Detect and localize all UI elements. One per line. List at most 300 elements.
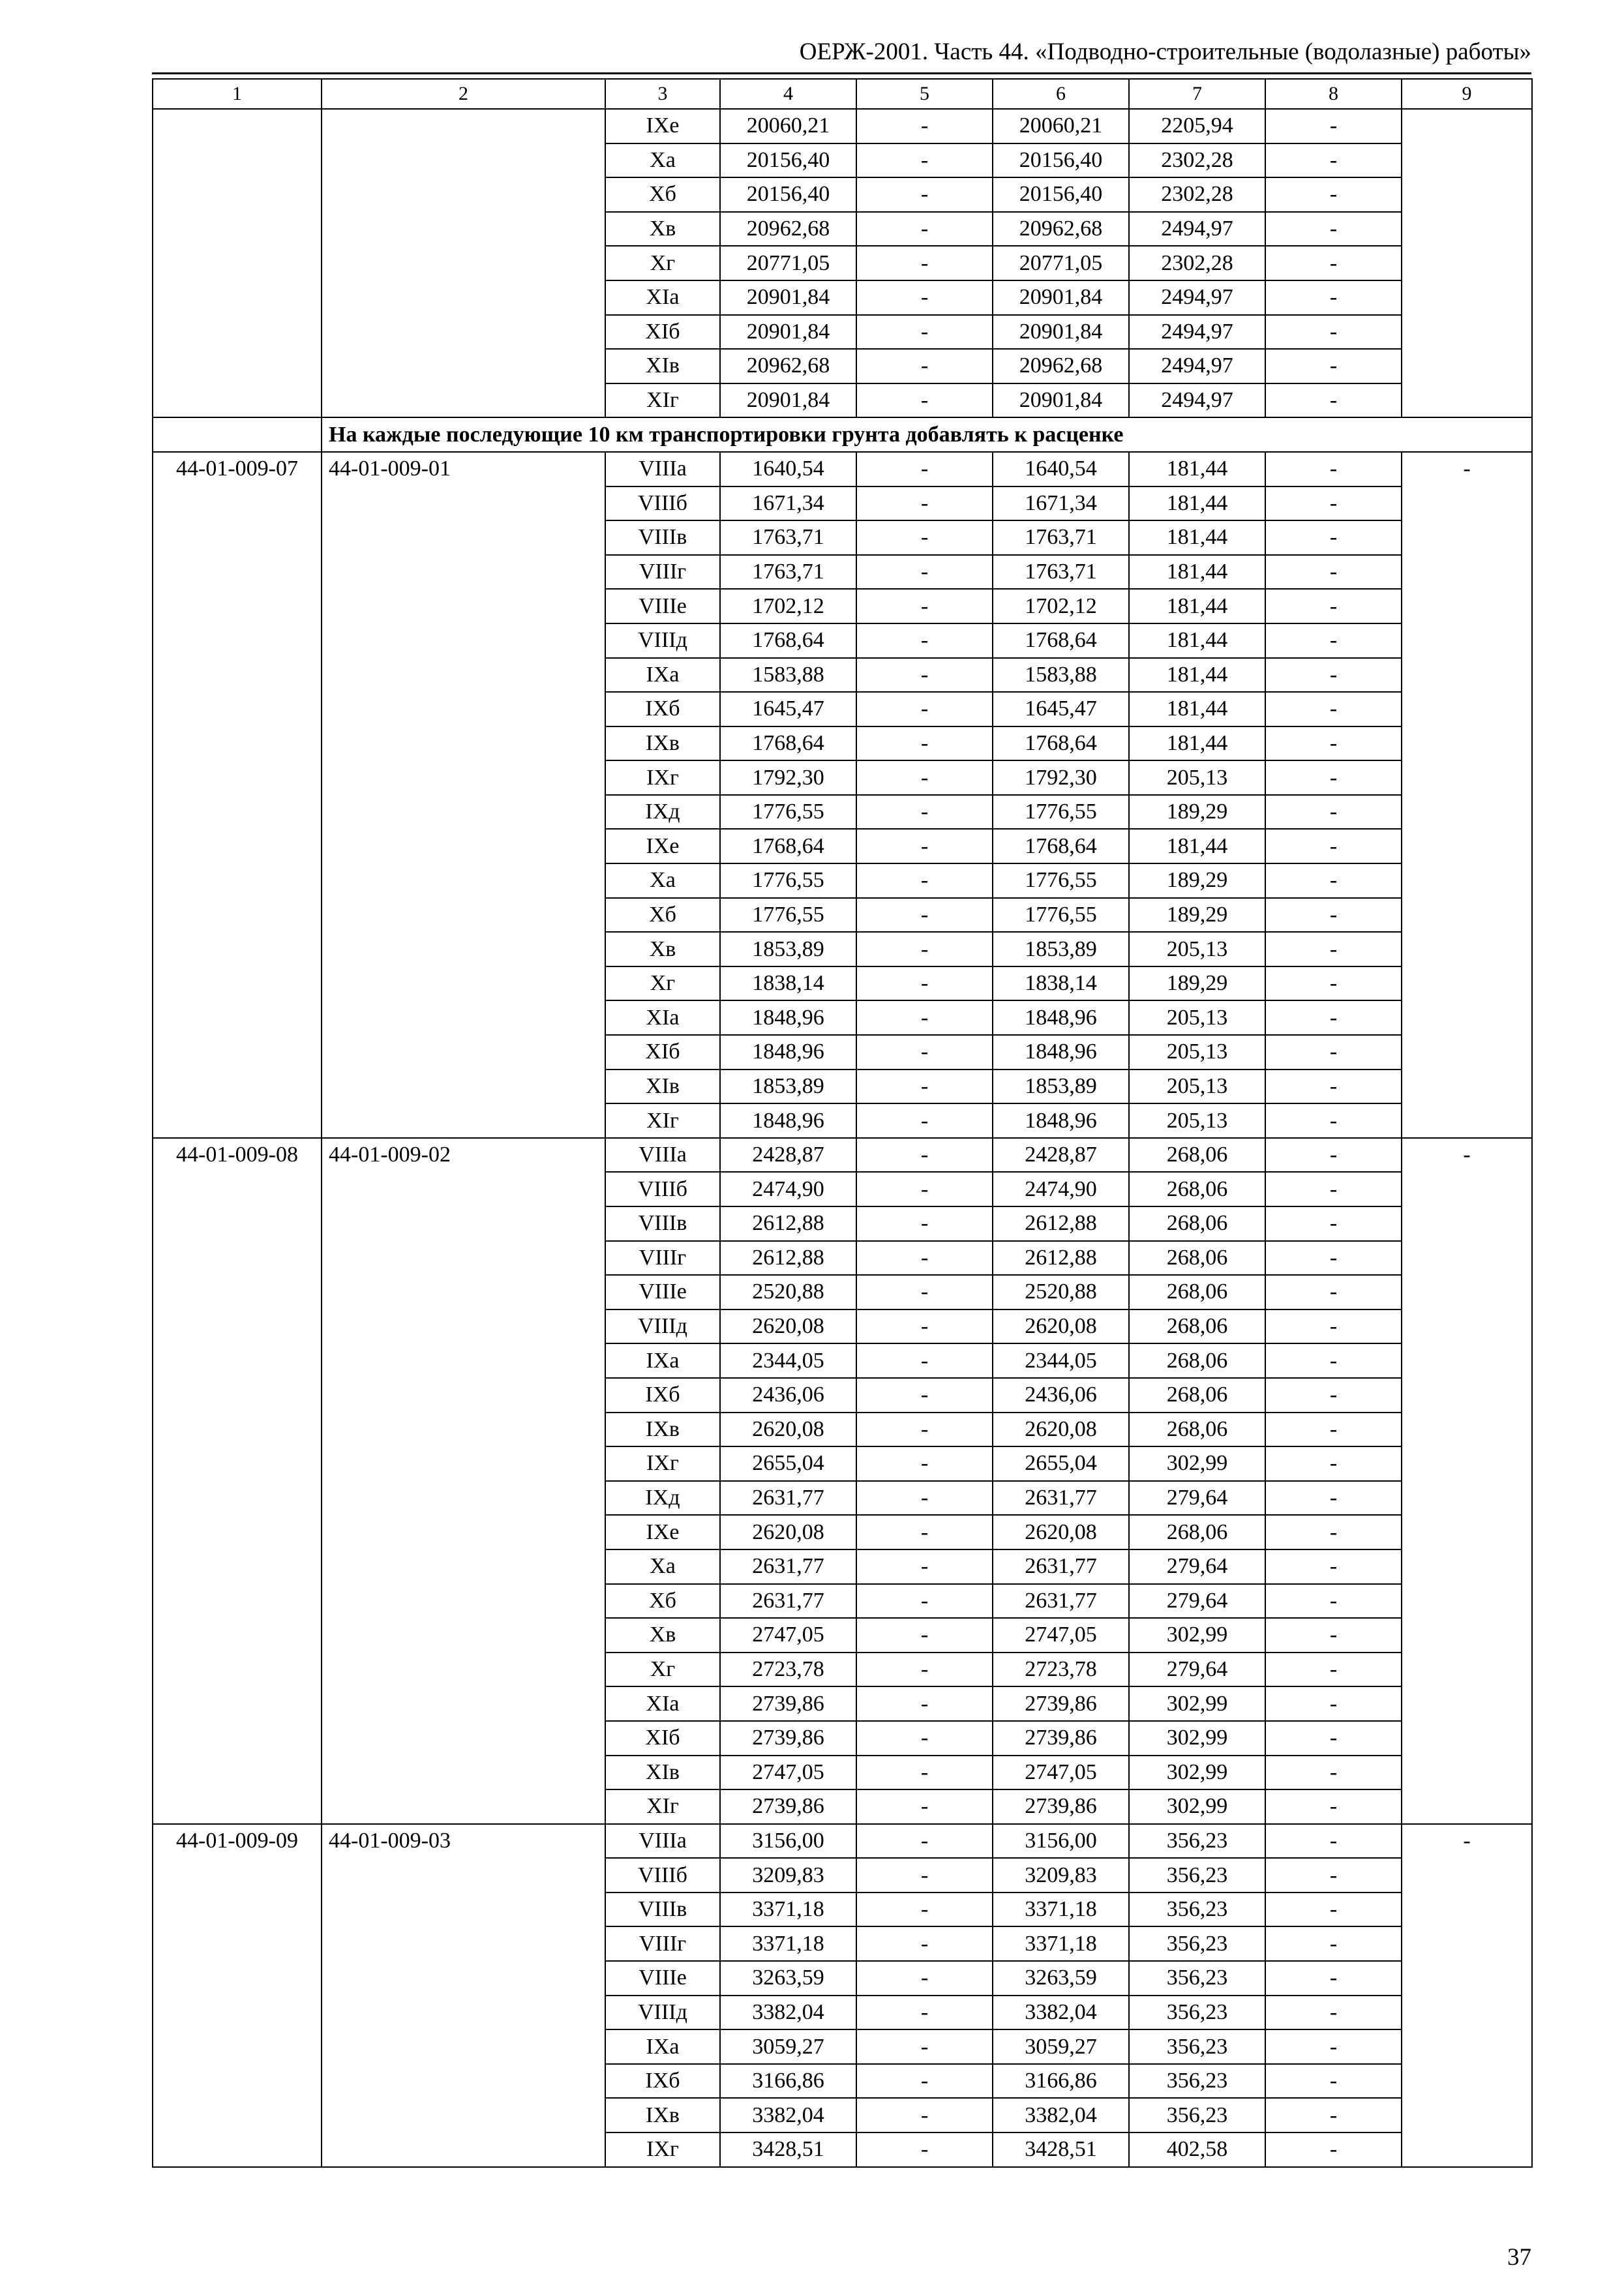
column-number: 3 <box>605 79 720 109</box>
operators-wage-cell: 2494,97 <box>1129 383 1265 418</box>
soil-category-cell: IXe <box>605 109 720 143</box>
total-cost-cell: 3428,51 <box>720 2132 856 2167</box>
header-divider <box>152 72 1531 74</box>
materials-cost-cell: - <box>1265 1926 1402 1961</box>
total-cost-cell: 2612,88 <box>720 1206 856 1241</box>
machine-cost-cell: 20156,40 <box>993 143 1129 178</box>
soil-category-cell: VIIIa <box>605 452 720 486</box>
operators-wage-cell: 2205,94 <box>1129 109 1265 143</box>
workers-wage-cell: - <box>856 2132 993 2167</box>
total-cost-cell: 1776,55 <box>720 795 856 830</box>
soil-category-cell: XIв <box>605 1070 720 1104</box>
materials-cost-cell: - <box>1265 2132 1402 2167</box>
machine-cost-cell: 3371,18 <box>993 1893 1129 1927</box>
rate-code: 44-01-009-09 <box>153 1824 322 2167</box>
materials-cost-cell: - <box>1265 1618 1402 1653</box>
materials-cost-cell: - <box>1265 1138 1402 1173</box>
column-number: 5 <box>856 79 993 109</box>
workers-wage-cell: - <box>856 1070 993 1104</box>
machine-cost-cell: 1671,34 <box>993 486 1129 521</box>
machine-cost-cell: 20901,84 <box>993 383 1129 418</box>
materials-cost-cell: - <box>1265 829 1402 863</box>
machine-cost-cell: 20156,40 <box>993 177 1129 212</box>
operators-wage-cell: 189,29 <box>1129 795 1265 830</box>
soil-category-cell: VIIIв <box>605 1206 720 1241</box>
price-table-body <box>153 79 1532 2167</box>
materials-cost-cell: - <box>1265 1686 1402 1721</box>
column-number: 7 <box>1129 79 1265 109</box>
materials-cost-cell: - <box>1265 692 1402 726</box>
operators-wage-cell: 205,13 <box>1129 760 1265 795</box>
materials-cost-cell: - <box>1265 1446 1402 1481</box>
operators-wage-cell: 356,23 <box>1129 2029 1265 2064</box>
workers-wage-cell: - <box>856 1893 993 1927</box>
materials-cost-cell: - <box>1265 1515 1402 1549</box>
total-cost-cell: 2655,04 <box>720 1446 856 1481</box>
operators-wage-cell: 302,99 <box>1129 1618 1265 1653</box>
operators-wage-cell: 181,44 <box>1129 726 1265 761</box>
machine-cost-cell: 1645,47 <box>993 692 1129 726</box>
total-cost-cell: 2620,08 <box>720 1515 856 1549</box>
soil-category-cell: IXв <box>605 2098 720 2132</box>
materials-cost-cell: - <box>1265 589 1402 623</box>
table-row <box>153 452 1532 486</box>
column-number-row <box>153 79 1532 109</box>
soil-category-cell: IXб <box>605 1378 720 1413</box>
soil-category-cell: XIa <box>605 1000 720 1035</box>
total-cost-cell: 20156,40 <box>720 177 856 212</box>
total-cost-cell: 2620,08 <box>720 1413 856 1447</box>
machine-cost-cell: 1853,89 <box>993 1070 1129 1104</box>
total-cost-cell: 2612,88 <box>720 1241 856 1276</box>
materials-cost-cell: - <box>1265 1172 1402 1206</box>
workers-wage-cell: - <box>856 1926 993 1961</box>
operators-wage-cell: 268,06 <box>1129 1241 1265 1276</box>
operators-wage-cell: 181,44 <box>1129 452 1265 486</box>
machine-cost-cell: 3263,59 <box>993 1961 1129 1996</box>
workers-wage-cell: - <box>856 1721 993 1756</box>
base-rate-code: 44-01-009-01 <box>322 452 605 1138</box>
materials-cost-cell: - <box>1265 2029 1402 2064</box>
machine-cost-cell: 2631,77 <box>993 1584 1129 1619</box>
total-cost-cell: 2739,86 <box>720 1721 856 1756</box>
workers-wage-cell: - <box>856 1138 993 1173</box>
total-cost-cell: 1583,88 <box>720 658 856 693</box>
soil-category-cell: IXд <box>605 1481 720 1516</box>
materials-cost-cell: - <box>1265 315 1402 350</box>
total-cost-cell: 20962,68 <box>720 349 856 383</box>
materials-cost-cell: - <box>1265 1481 1402 1516</box>
workers-wage-cell: - <box>856 1756 993 1790</box>
machine-cost-cell: 2474,90 <box>993 1172 1129 1206</box>
operators-wage-cell: 205,13 <box>1129 1035 1265 1070</box>
machine-cost-cell: 2631,77 <box>993 1549 1129 1584</box>
code-cell <box>153 109 322 417</box>
operators-wage-cell: 356,23 <box>1129 1961 1265 1996</box>
workers-wage-cell: - <box>856 1789 993 1824</box>
table-row <box>153 1138 1532 1173</box>
total-cost-cell: 2739,86 <box>720 1789 856 1824</box>
workers-wage-cell: - <box>856 692 993 726</box>
operators-wage-cell: 189,29 <box>1129 966 1265 1001</box>
total-cost-cell: 2747,05 <box>720 1618 856 1653</box>
workers-wage-cell: - <box>856 1378 993 1413</box>
materials-cost-cell: - <box>1265 486 1402 521</box>
total-cost-cell: 2474,90 <box>720 1172 856 1206</box>
workers-wage-cell: - <box>856 1206 993 1241</box>
total-cost-cell: 2631,77 <box>720 1584 856 1619</box>
machine-cost-cell: 1853,89 <box>993 932 1129 966</box>
machine-cost-cell: 1848,96 <box>993 1103 1129 1138</box>
machine-cost-cell: 1838,14 <box>993 966 1129 1001</box>
materials-cost-cell: - <box>1265 280 1402 315</box>
soil-category-cell: VIIIг <box>605 1241 720 1276</box>
soil-category-cell: IXe <box>605 1515 720 1549</box>
operators-wage-cell: 205,13 <box>1129 1000 1265 1035</box>
operators-wage-cell: 181,44 <box>1129 658 1265 693</box>
operators-wage-cell: 356,23 <box>1129 1824 1265 1859</box>
total-cost-cell: 1848,96 <box>720 1103 856 1138</box>
workers-wage-cell: - <box>856 109 993 143</box>
total-cost-cell: 2631,77 <box>720 1481 856 1516</box>
workers-wage-cell: - <box>856 2064 993 2099</box>
machine-cost-cell: 2739,86 <box>993 1721 1129 1756</box>
operators-wage-cell: 402,58 <box>1129 2132 1265 2167</box>
workers-wage-cell: - <box>856 383 993 418</box>
operators-wage-cell: 181,44 <box>1129 589 1265 623</box>
operators-wage-cell: 302,99 <box>1129 1756 1265 1790</box>
total-cost-cell: 3166,86 <box>720 2064 856 2099</box>
soil-category-cell: IXб <box>605 692 720 726</box>
operators-wage-cell: 356,23 <box>1129 1858 1265 1893</box>
materials-cost-cell: - <box>1265 1241 1402 1276</box>
soil-category-cell: XIa <box>605 1686 720 1721</box>
soil-category-cell: VIIIe <box>605 1961 720 1996</box>
soil-category-cell: IXг <box>605 760 720 795</box>
soil-category-cell: Xa <box>605 863 720 898</box>
materials-cost-cell: - <box>1265 1893 1402 1927</box>
workers-wage-cell: - <box>856 1035 993 1070</box>
total-cost-cell: 20060,21 <box>720 109 856 143</box>
operators-wage-cell: 181,44 <box>1129 692 1265 726</box>
materials-cost-cell: - <box>1265 1070 1402 1104</box>
machine-cost-cell: 1768,64 <box>993 623 1129 658</box>
materials-cost-cell: - <box>1265 109 1402 143</box>
total-cost-cell: 1763,71 <box>720 555 856 590</box>
total-cost-cell: 2620,08 <box>720 1309 856 1344</box>
materials-cost-cell: - <box>1265 726 1402 761</box>
machine-cost-cell: 1640,54 <box>993 452 1129 486</box>
soil-category-cell: XIв <box>605 349 720 383</box>
soil-category-cell: XIa <box>605 280 720 315</box>
rate-code: 44-01-009-08 <box>153 1138 322 1824</box>
machine-cost-cell: 2520,88 <box>993 1275 1129 1309</box>
total-cost-cell: 3059,27 <box>720 2029 856 2064</box>
operators-wage-cell: 268,06 <box>1129 1206 1265 1241</box>
total-cost-cell: 1763,71 <box>720 520 856 555</box>
total-cost-cell: 2344,05 <box>720 1343 856 1378</box>
workers-wage-cell: - <box>856 177 993 212</box>
operators-wage-cell: 2302,28 <box>1129 177 1265 212</box>
workers-wage-cell: - <box>856 863 993 898</box>
soil-category-cell: IXг <box>605 1446 720 1481</box>
total-cost-cell: 2723,78 <box>720 1653 856 1687</box>
operators-wage-cell: 268,06 <box>1129 1138 1265 1173</box>
soil-category-cell: Xa <box>605 143 720 178</box>
machine-cost-cell: 3382,04 <box>993 2098 1129 2132</box>
workers-wage-cell: - <box>856 1686 993 1721</box>
machine-cost-cell: 20962,68 <box>993 349 1129 383</box>
machine-cost-cell: 3156,00 <box>993 1824 1129 1859</box>
soil-category-cell: VIIIб <box>605 486 720 521</box>
machine-cost-cell: 2620,08 <box>993 1413 1129 1447</box>
materials-cost-cell: - <box>1265 1103 1402 1138</box>
soil-category-cell: IXa <box>605 1343 720 1378</box>
soil-category-cell: VIIIб <box>605 1858 720 1893</box>
base-code-cell <box>322 109 605 417</box>
workers-wage-cell: - <box>856 2029 993 2064</box>
machine-cost-cell: 20060,21 <box>993 109 1129 143</box>
operators-wage-cell: 205,13 <box>1129 1103 1265 1138</box>
soil-category-cell: Xг <box>605 966 720 1001</box>
workers-wage-cell: - <box>856 315 993 350</box>
total-cost-cell: 1640,54 <box>720 452 856 486</box>
operators-wage-cell: 2494,97 <box>1129 280 1265 315</box>
soil-category-cell: IXв <box>605 1413 720 1447</box>
soil-category-cell: IXв <box>605 726 720 761</box>
column-number: 6 <box>993 79 1129 109</box>
base-rate-code: 44-01-009-03 <box>322 1824 605 2167</box>
machine-cost-cell: 2747,05 <box>993 1756 1129 1790</box>
section-heading-row <box>153 417 1532 452</box>
workers-wage-cell: - <box>856 726 993 761</box>
total-cost-cell: 2747,05 <box>720 1756 856 1790</box>
materials-cost-cell: - <box>1265 1206 1402 1241</box>
soil-category-cell: Xa <box>605 1549 720 1584</box>
machine-cost-cell: 2655,04 <box>993 1446 1129 1481</box>
soil-category-cell: XIв <box>605 1756 720 1790</box>
total-cost-cell: 20771,05 <box>720 246 856 280</box>
workers-wage-cell: - <box>856 760 993 795</box>
total-cost-cell: 1848,96 <box>720 1000 856 1035</box>
machine-cost-cell: 20771,05 <box>993 246 1129 280</box>
machine-cost-cell: 1848,96 <box>993 1035 1129 1070</box>
workers-wage-cell: - <box>856 212 993 247</box>
soil-category-cell: VIIIa <box>605 1824 720 1859</box>
total-cost-cell: 2428,87 <box>720 1138 856 1173</box>
materials-cost-cell: - <box>1265 1721 1402 1756</box>
materials-cost-cell: - <box>1265 1000 1402 1035</box>
soil-category-cell: XIб <box>605 315 720 350</box>
section-heading: На каждые последующие 10 км транспортировки грунта добавлять к расценке <box>322 417 1532 452</box>
operators-wage-cell: 181,44 <box>1129 623 1265 658</box>
materials-cost-cell: - <box>1265 177 1402 212</box>
column-number: 8 <box>1265 79 1402 109</box>
total-cost-cell: 1848,96 <box>720 1035 856 1070</box>
operators-wage-cell: 268,06 <box>1129 1378 1265 1413</box>
workers-wage-cell: - <box>856 520 993 555</box>
total-cost-cell: 3371,18 <box>720 1926 856 1961</box>
materials-cost-cell: - <box>1265 212 1402 247</box>
machine-cost-cell: 3428,51 <box>993 2132 1129 2167</box>
materials-cost-cell: - <box>1265 2064 1402 2099</box>
workers-wage-cell: - <box>856 1996 993 2030</box>
total-cost-cell: 3382,04 <box>720 2098 856 2132</box>
total-cost-cell: 1671,34 <box>720 486 856 521</box>
operators-wage-cell: 181,44 <box>1129 486 1265 521</box>
materials-cost-cell: - <box>1265 1343 1402 1378</box>
workers-wage-cell: - <box>856 1172 993 1206</box>
materials-cost-cell: - <box>1265 760 1402 795</box>
soil-category-cell: IXб <box>605 2064 720 2099</box>
workers-wage-cell: - <box>856 246 993 280</box>
operators-wage-cell: 268,06 <box>1129 1413 1265 1447</box>
machine-cost-cell: 1768,64 <box>993 726 1129 761</box>
materials-cost-cell: - <box>1265 452 1402 486</box>
materials-cost-cell: - <box>1265 623 1402 658</box>
materials-cost-cell: - <box>1265 1035 1402 1070</box>
workers-wage-cell: - <box>856 1481 993 1516</box>
workers-wage-cell: - <box>856 349 993 383</box>
soil-category-cell: VIIIб <box>605 1172 720 1206</box>
total-cost-cell: 2520,88 <box>720 1275 856 1309</box>
machine-cost-cell: 3059,27 <box>993 2029 1129 2064</box>
operators-wage-cell: 268,06 <box>1129 1515 1265 1549</box>
total-cost-cell: 1768,64 <box>720 623 856 658</box>
price-table <box>152 78 1533 2168</box>
workers-wage-cell: - <box>856 143 993 178</box>
machine-cost-cell: 1776,55 <box>993 898 1129 933</box>
total-cost-cell: 1838,14 <box>720 966 856 1001</box>
machine-cost-cell: 2747,05 <box>993 1618 1129 1653</box>
operators-wage-cell: 356,23 <box>1129 1893 1265 1927</box>
workers-wage-cell: - <box>856 486 993 521</box>
total-cost-cell: 3156,00 <box>720 1824 856 1859</box>
machine-cost-cell: 1763,71 <box>993 555 1129 590</box>
materials-cost-cell: - <box>1265 1413 1402 1447</box>
workers-wage-cell: - <box>856 829 993 863</box>
materials-cost-cell: - <box>1265 1756 1402 1790</box>
column-number: 2 <box>322 79 605 109</box>
machine-cost-cell: 1583,88 <box>993 658 1129 693</box>
operators-wage-cell: 356,23 <box>1129 2064 1265 2099</box>
total-cost-cell: 1768,64 <box>720 829 856 863</box>
soil-category-cell: Xг <box>605 246 720 280</box>
operators-wage-cell: 2494,97 <box>1129 349 1265 383</box>
materials-cost-cell: - <box>1265 349 1402 383</box>
machine-cost-cell: 2739,86 <box>993 1686 1129 1721</box>
total-cost-cell: 20901,84 <box>720 383 856 418</box>
soil-category-cell: XIг <box>605 383 720 418</box>
extra-column-cell: - <box>1402 452 1532 1138</box>
soil-category-cell: VIIIe <box>605 589 720 623</box>
machine-cost-cell: 3209,83 <box>993 1858 1129 1893</box>
column-number: 4 <box>720 79 856 109</box>
workers-wage-cell: - <box>856 623 993 658</box>
operators-wage-cell: 189,29 <box>1129 898 1265 933</box>
page-number: 37 <box>1507 2244 1531 2271</box>
machine-cost-cell: 2631,77 <box>993 1481 1129 1516</box>
total-cost-cell: 2631,77 <box>720 1549 856 1584</box>
total-cost-cell: 1853,89 <box>720 932 856 966</box>
machine-cost-cell: 20962,68 <box>993 212 1129 247</box>
total-cost-cell: 20901,84 <box>720 315 856 350</box>
workers-wage-cell: - <box>856 555 993 590</box>
machine-cost-cell: 3166,86 <box>993 2064 1129 2099</box>
machine-cost-cell: 2620,08 <box>993 1309 1129 1344</box>
total-cost-cell: 1702,12 <box>720 589 856 623</box>
machine-cost-cell: 2428,87 <box>993 1138 1129 1173</box>
materials-cost-cell: - <box>1265 932 1402 966</box>
materials-cost-cell: - <box>1265 1858 1402 1893</box>
materials-cost-cell: - <box>1265 1653 1402 1687</box>
total-cost-cell: 1792,30 <box>720 760 856 795</box>
operators-wage-cell: 356,23 <box>1129 1926 1265 1961</box>
materials-cost-cell: - <box>1265 555 1402 590</box>
materials-cost-cell: - <box>1265 520 1402 555</box>
column-number: 1 <box>153 79 322 109</box>
workers-wage-cell: - <box>856 1103 993 1138</box>
workers-wage-cell: - <box>856 1961 993 1996</box>
workers-wage-cell: - <box>856 1241 993 1276</box>
machine-cost-cell: 1776,55 <box>993 863 1129 898</box>
table-row <box>153 109 1532 143</box>
soil-category-cell: Xб <box>605 1584 720 1619</box>
operators-wage-cell: 279,64 <box>1129 1481 1265 1516</box>
total-cost-cell: 3263,59 <box>720 1961 856 1996</box>
total-cost-cell: 20962,68 <box>720 212 856 247</box>
operators-wage-cell: 268,06 <box>1129 1343 1265 1378</box>
total-cost-cell: 2436,06 <box>720 1378 856 1413</box>
machine-cost-cell: 20901,84 <box>993 280 1129 315</box>
operators-wage-cell: 2494,97 <box>1129 315 1265 350</box>
operators-wage-cell: 181,44 <box>1129 520 1265 555</box>
total-cost-cell: 1853,89 <box>720 1070 856 1104</box>
materials-cost-cell: - <box>1265 1824 1402 1859</box>
workers-wage-cell: - <box>856 1515 993 1549</box>
materials-cost-cell: - <box>1265 1996 1402 2030</box>
operators-wage-cell: 279,64 <box>1129 1549 1265 1584</box>
soil-category-cell: XIг <box>605 1789 720 1824</box>
machine-cost-cell: 3382,04 <box>993 1996 1129 2030</box>
materials-cost-cell: - <box>1265 1789 1402 1824</box>
total-cost-cell: 20901,84 <box>720 280 856 315</box>
soil-category-cell: XIб <box>605 1035 720 1070</box>
materials-cost-cell: - <box>1265 1309 1402 1344</box>
materials-cost-cell: - <box>1265 966 1402 1001</box>
total-cost-cell: 20156,40 <box>720 143 856 178</box>
operators-wage-cell: 2302,28 <box>1129 246 1265 280</box>
materials-cost-cell: - <box>1265 1378 1402 1413</box>
soil-category-cell: Xб <box>605 898 720 933</box>
total-cost-cell: 1645,47 <box>720 692 856 726</box>
machine-cost-cell: 2739,86 <box>993 1789 1129 1824</box>
soil-category-cell: Xб <box>605 177 720 212</box>
workers-wage-cell: - <box>856 1275 993 1309</box>
workers-wage-cell: - <box>856 1549 993 1584</box>
materials-cost-cell: - <box>1265 863 1402 898</box>
operators-wage-cell: 189,29 <box>1129 863 1265 898</box>
soil-category-cell: VIIIв <box>605 1893 720 1927</box>
operators-wage-cell: 302,99 <box>1129 1721 1265 1756</box>
workers-wage-cell: - <box>856 1584 993 1619</box>
total-cost-cell: 3382,04 <box>720 1996 856 2030</box>
machine-cost-cell: 1776,55 <box>993 795 1129 830</box>
base-rate-code: 44-01-009-02 <box>322 1138 605 1824</box>
machine-cost-cell: 2612,88 <box>993 1241 1129 1276</box>
machine-cost-cell: 1702,12 <box>993 589 1129 623</box>
workers-wage-cell: - <box>856 2098 993 2132</box>
